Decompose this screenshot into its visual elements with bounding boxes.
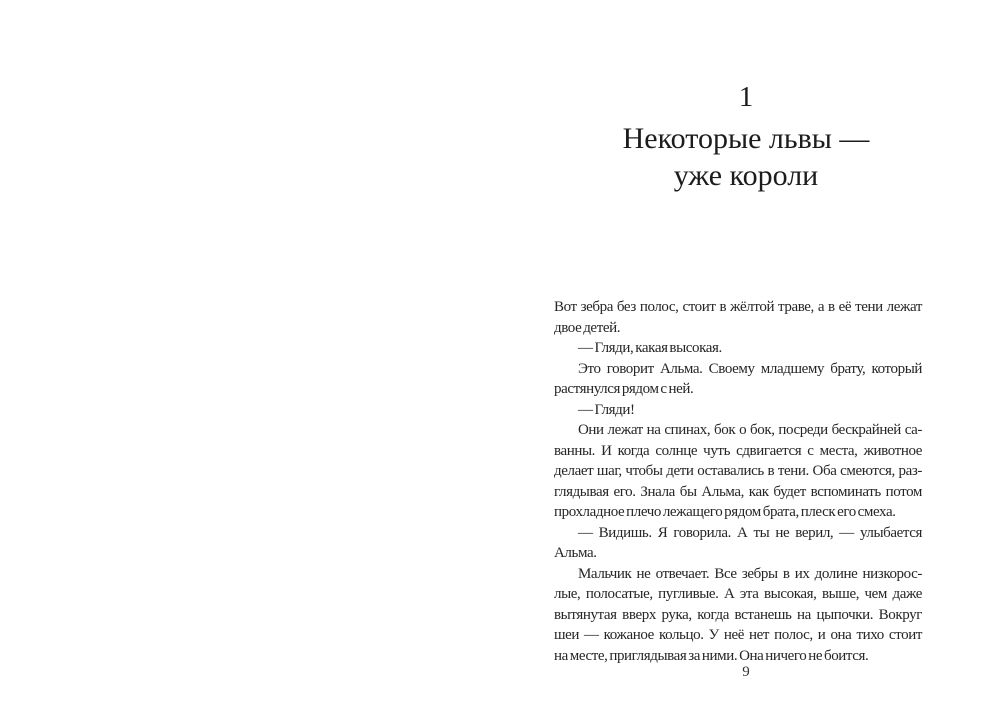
body-text-line: — Видишь. Я говорила. А ты не верил, — улыбается Альма. — [554, 524, 922, 561]
body-text-line: двое детей. — [554, 319, 621, 336]
body-text-line: Мальчик не отвечает. Все зебры в их долине низкорос- — [578, 565, 922, 582]
body-text-line: растянулся рядом с ней. — [554, 381, 694, 397]
body-text-line: — Гляди! — [578, 401, 635, 418]
body-text-line: вытянутая вверх рука, когда встанешь на цыпочки. Вокруг — [554, 606, 922, 623]
body-text-line: лые, полосатые, пугливые. А эта высокая, выше, чем даже — [554, 586, 922, 602]
body-text-line: Они лежат на спинах, бок о бок, посреди бескрайней са- — [578, 422, 922, 438]
body-text-line: ванны. И когда солнце чуть сдвигается с места, животное — [554, 442, 922, 459]
chapter-title — [562, 120, 930, 194]
body-text-line: прохладное плечо лежащего рядом брата, плеск его смеха. — [554, 504, 896, 520]
body-text-line: Это говорит Альма. Своему младшему брату, который — [578, 360, 922, 377]
chapter-title-line-1: Некоторые львы — — [622, 122, 870, 155]
body-text-line: делает шаг, чтобы дети оставались в тени. Оба смеются, раз- — [554, 463, 922, 479]
body-text-line: шеи — кожаное кольцо. У неё нет полос, и она тихо стоит — [554, 627, 922, 643]
body-text — [554, 297, 922, 666]
chapter-heading — [562, 80, 930, 194]
chapter-number: 1 — [738, 81, 754, 113]
body-text-line: Вот зебра без полос, стоит в жёлтой траве, а в её тени лежат — [554, 299, 922, 315]
chapter-title-line-2: уже короли — [673, 159, 819, 192]
page-number: 9 — [742, 664, 750, 680]
body-text-line: — Гляди, какая высокая. — [578, 340, 722, 356]
body-text-line: на месте, приглядывая за ними. Она ничего не боится. — [554, 647, 869, 664]
body-text-line: глядывая его. Знала бы Альма, как будет вспоминать потом — [554, 483, 922, 500]
